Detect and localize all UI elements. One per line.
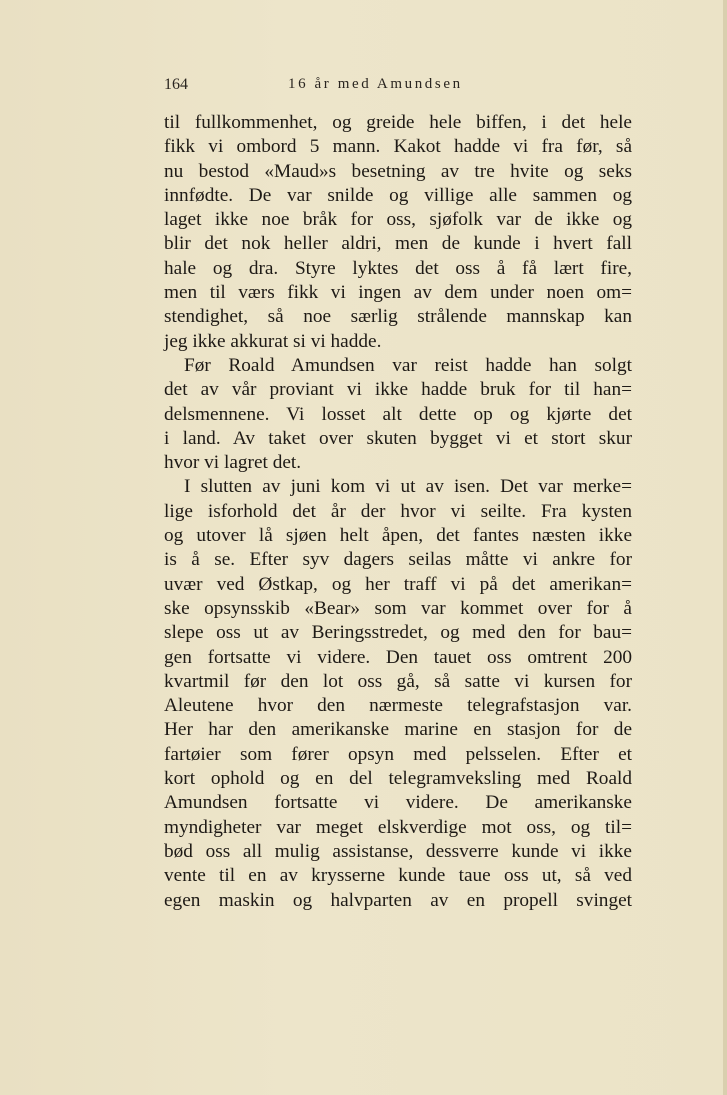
text-line: slepe oss ut av Beringsstredet, og med den for bau= bbox=[164, 622, 632, 644]
text-line: vente til en av krysserne kunde taue oss ut, så ved bbox=[164, 865, 632, 887]
text-line: fikk vi ombord 5 mann. Kakot hadde vi fra før, så bbox=[164, 136, 632, 158]
text-line: hvor vi lagret det. bbox=[164, 452, 302, 474]
text-line: Aleutene hvor den nærmeste telegrafstasjon var. bbox=[164, 695, 632, 717]
text-line: delsmennene. Vi losset alt dette op og kjørte det bbox=[164, 403, 632, 425]
text-line: stendighet, så noe særlig strålende mannskap kan bbox=[164, 306, 632, 328]
text-line: myndigheter var meget elskverdige mot oss, og til= bbox=[164, 816, 632, 838]
text-line: Amundsen fortsatte vi videre. De amerikanske bbox=[164, 792, 632, 814]
text-line: fartøier som fører opsyn med pelsselen. Efter et bbox=[164, 743, 632, 765]
text-line: ske opsynsskib «Bear» som var kommet over for å bbox=[164, 597, 632, 619]
text-line: og utover lå sjøen helt åpen, det fantes næsten ikke bbox=[164, 525, 632, 547]
text-line: blir det nok heller aldri, men de kunde i hvert fall bbox=[164, 233, 632, 255]
text-line: det av vår proviant vi ikke hadde bruk for til han= bbox=[164, 379, 632, 401]
text-line: kvartmil før den lot oss gå, så satte vi kursen for bbox=[164, 670, 632, 692]
text-line: innfødte. De var snilde og villige alle sammen og bbox=[164, 184, 632, 206]
text-line: uvær ved Østkap, og her traff vi på det amerikan= bbox=[164, 573, 632, 595]
text-line: egen maskin og halvparten av en propell svinget bbox=[164, 889, 632, 911]
text-line: gen fortsatte vi videre. Den tauet oss omtrent 200 bbox=[164, 646, 632, 668]
text-line: jeg ikke akkurat si vi hadde. bbox=[164, 330, 382, 352]
text-line: nu bestod «Maud»s besetning av tre hvite og seks bbox=[164, 160, 632, 182]
text-line: i land. Av taket over skuten bygget vi et stort skur bbox=[164, 427, 632, 449]
text-line: men til værs fikk vi ingen av dem under noen om= bbox=[164, 282, 632, 304]
text-line: laget ikke noe bråk for oss, sjøfolk var de ikke og bbox=[164, 209, 632, 231]
text-line: Her har den amerikanske marine en stasjon for de bbox=[164, 719, 632, 741]
page-header bbox=[164, 76, 632, 100]
text-line: hale og dra. Styre lyktes det oss å få lært fire, bbox=[164, 257, 632, 279]
page-edge bbox=[723, 0, 727, 1095]
text-line: til fullkommenhet, og greide hele biffen, i det hele bbox=[164, 112, 632, 133]
page-number: 164 bbox=[164, 76, 188, 93]
text-line: I slutten av juni kom vi ut av isen. Det var merke= bbox=[184, 476, 632, 498]
text-line: bød oss all mulig assistanse, dessverre kunde vi ikke bbox=[164, 840, 632, 862]
text-line: lige isforhold det år der hvor vi seilte. Fra kysten bbox=[164, 500, 632, 522]
text-line: kort ophold og en del telegramveksling med Roald bbox=[164, 768, 632, 790]
text-line: is å se. Efter syv dagers seilas måtte vi ankre for bbox=[164, 549, 632, 571]
body-text bbox=[164, 111, 632, 913]
text-line: Før Roald Amundsen var reist hadde han solgt bbox=[184, 354, 632, 376]
running-title: 16 år med Amundsen bbox=[288, 76, 463, 92]
